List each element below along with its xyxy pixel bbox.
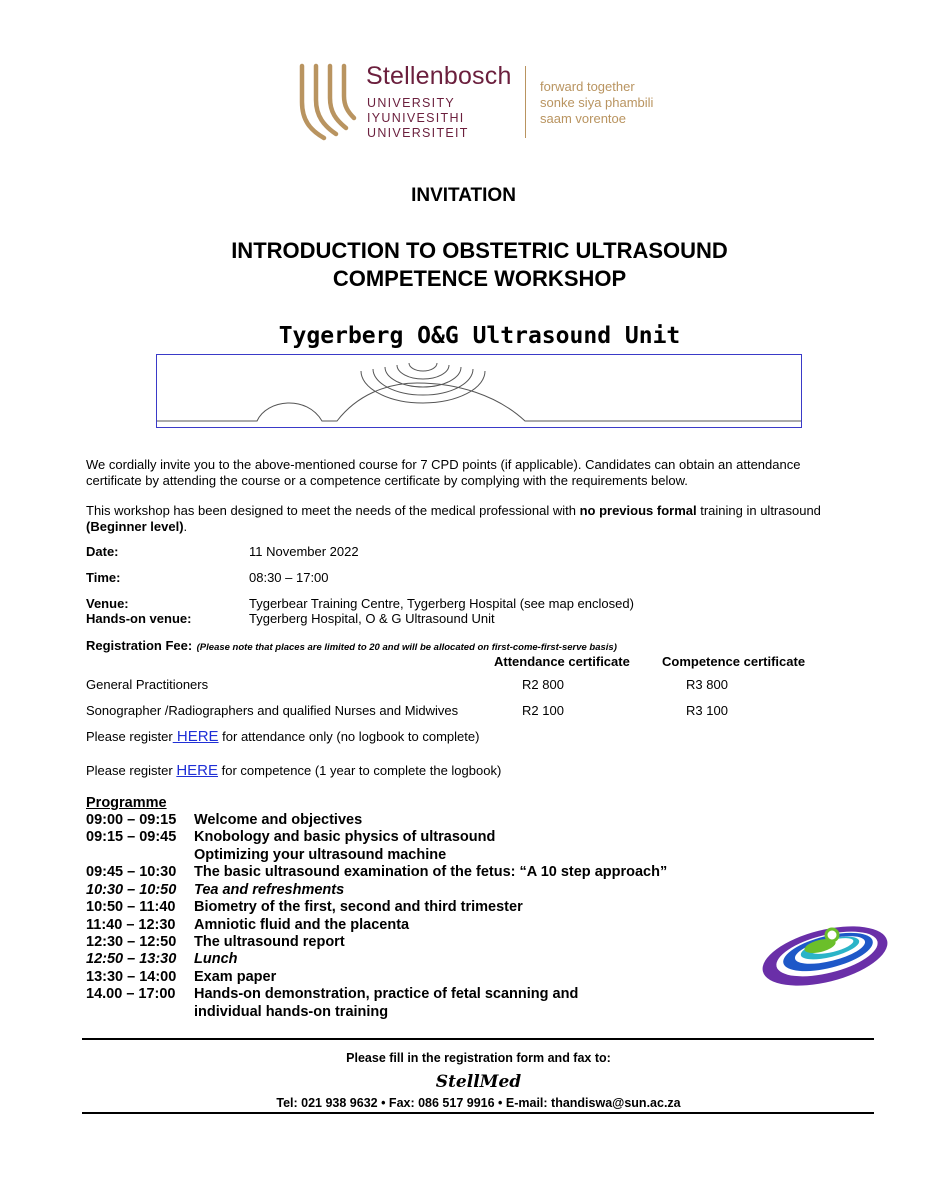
fee-row-attendance: R2 800 bbox=[522, 677, 564, 692]
design-text-bold: no previous formal bbox=[579, 503, 697, 518]
col-attendance-header: Attendance certificate bbox=[494, 654, 630, 669]
fee-row-competence: R3 800 bbox=[686, 677, 728, 692]
workshop-title-line2: COMPETENCE WORKSHOP bbox=[332, 266, 627, 291]
unit-title: Tygerberg O&G Ultrasound Unit bbox=[278, 323, 681, 349]
programme-item: Exam paper bbox=[194, 969, 277, 985]
programme-item: Welcome and objectives bbox=[194, 812, 363, 828]
design-paragraph-line1 bbox=[86, 503, 821, 519]
fee-row-attendance: R2 100 bbox=[522, 703, 564, 718]
logo-divider bbox=[525, 66, 526, 138]
register-competence-line bbox=[86, 763, 501, 779]
programme-item: The ultrasound report bbox=[194, 934, 345, 950]
programme-item: Knobology and basic physics of ultrasound bbox=[194, 829, 496, 845]
design-period: . bbox=[183, 519, 188, 534]
footer-bottom-rule bbox=[82, 1112, 874, 1114]
fee-row-group: Sonographer /Radiographers and qualified Nurses and Midwives bbox=[86, 703, 459, 718]
motto-line-afrikaans: saam vorentoe bbox=[540, 111, 626, 126]
date-label: Date: bbox=[86, 544, 119, 559]
register-attendance-pre: Please register bbox=[86, 729, 173, 744]
venue-label: Venue: bbox=[86, 596, 129, 611]
ultrasound-illustration bbox=[156, 354, 802, 428]
register-competence-post: for competence (1 year to complete the logbook) bbox=[218, 763, 502, 778]
programme-time: 12:50 – 13:30 bbox=[86, 951, 177, 967]
programme-item-break: Tea and refreshments bbox=[194, 882, 345, 898]
handson-venue-label: Hands-on venue: bbox=[86, 611, 192, 626]
programme-time: 14.00 – 17:00 bbox=[86, 986, 176, 1002]
programme-time: 13:30 – 14:00 bbox=[86, 969, 177, 985]
university-name: Stellenbosch bbox=[366, 62, 512, 90]
col-competence-header: Competence certificate bbox=[662, 654, 806, 669]
programme-item: Optimizing your ultrasound machine bbox=[194, 847, 447, 863]
design-text-a: This workshop has been designed to meet the needs of the medical professional with bbox=[86, 503, 580, 518]
footer-instruction: Please fill in the registration form and fax to: bbox=[346, 1051, 611, 1065]
programme-time: 09:00 – 09:15 bbox=[86, 812, 177, 828]
handson-venue-value: Tygerberg Hospital, O & G Ultrasound Unit bbox=[249, 611, 495, 626]
footer-org bbox=[0, 1072, 927, 1092]
time-value: 08:30 – 17:00 bbox=[249, 570, 329, 585]
programme-item: Amniotic fluid and the placenta bbox=[194, 917, 410, 933]
stellenbosch-crest-icon bbox=[296, 62, 358, 142]
programme-item-break: Lunch bbox=[194, 951, 238, 967]
stellmed-name: StellMed bbox=[435, 1072, 522, 1092]
intro-paragraph-line1: We cordially invite you to the above-mentioned course for 7 CPD points (if applicable). Candidates can obtain an attendance bbox=[86, 457, 801, 472]
programme-item: Hands-on demonstration, practice of fetal scanning and bbox=[194, 986, 579, 1002]
stellmed-orbit-logo-icon bbox=[758, 916, 892, 990]
programme-time: 10:30 – 10:50 bbox=[86, 882, 177, 898]
intro-paragraph-line2: certificate by attending the course or a competence certificate by complying with the requirements below. bbox=[86, 473, 688, 488]
motto-line-english: forward together bbox=[540, 79, 635, 94]
footer-contact: Tel: 021 938 9632 • Fax: 086 517 9916 • E-mail: thandiswa@sun.ac.za bbox=[276, 1096, 681, 1110]
workshop-title-line1: INTRODUCTION TO OBSTETRIC ULTRASOUND bbox=[231, 238, 728, 263]
register-competence-link[interactable]: HERE bbox=[176, 762, 219, 779]
registration-fee-label: Registration Fee: bbox=[86, 638, 193, 653]
programme-time: 12:30 – 12:50 bbox=[86, 934, 177, 950]
register-attendance-post: for attendance only (no logbook to complete) bbox=[218, 729, 480, 744]
university-line-afrikaans: UNIVERSITEIT bbox=[367, 126, 469, 140]
university-line-xhosa: IYUNIVESITHI bbox=[367, 111, 465, 125]
programme-time: 09:45 – 10:30 bbox=[86, 864, 177, 880]
invitation-heading: INVITATION bbox=[411, 185, 516, 206]
registration-fee-line bbox=[86, 637, 617, 655]
register-attendance-line bbox=[86, 729, 479, 745]
programme-time: 11:40 – 12:30 bbox=[86, 917, 176, 933]
programme-heading: Programme bbox=[86, 795, 167, 811]
register-attendance-link[interactable]: HERE bbox=[172, 728, 219, 745]
beginner-level: (Beginner level) bbox=[86, 519, 184, 534]
fee-row-competence: R3 100 bbox=[686, 703, 728, 718]
programme-item: Biometry of the first, second and third trimester bbox=[194, 899, 523, 915]
time-label: Time: bbox=[86, 570, 121, 585]
motto-line-xhosa: sonke siya phambili bbox=[540, 95, 654, 110]
programme-item: The basic ultrasound examination of the fetus: “A 10 step approach” bbox=[194, 864, 668, 880]
date-value: 11 November 2022 bbox=[249, 544, 359, 559]
register-competence-pre: Please register bbox=[86, 763, 177, 778]
registration-fee-note: (Please note that places are limited to 20 and will be allocated on first-come-first-serve basis) bbox=[196, 642, 617, 653]
university-line-english: UNIVERSITY bbox=[367, 96, 456, 110]
venue-value: Tygerbear Training Centre, Tygerberg Hospital (see map enclosed) bbox=[249, 596, 634, 611]
ultrasound-wave-icon bbox=[157, 355, 801, 427]
footer-top-rule bbox=[82, 1038, 874, 1040]
programme-time: 09:15 – 09:45 bbox=[86, 829, 177, 845]
design-paragraph-line2 bbox=[86, 519, 187, 535]
fee-row-group: General Practitioners bbox=[86, 677, 209, 692]
programme-item: individual hands-on training bbox=[194, 1004, 389, 1020]
programme-time: 10:50 – 11:40 bbox=[86, 899, 176, 915]
design-text-b: training in ultrasound bbox=[696, 503, 821, 518]
